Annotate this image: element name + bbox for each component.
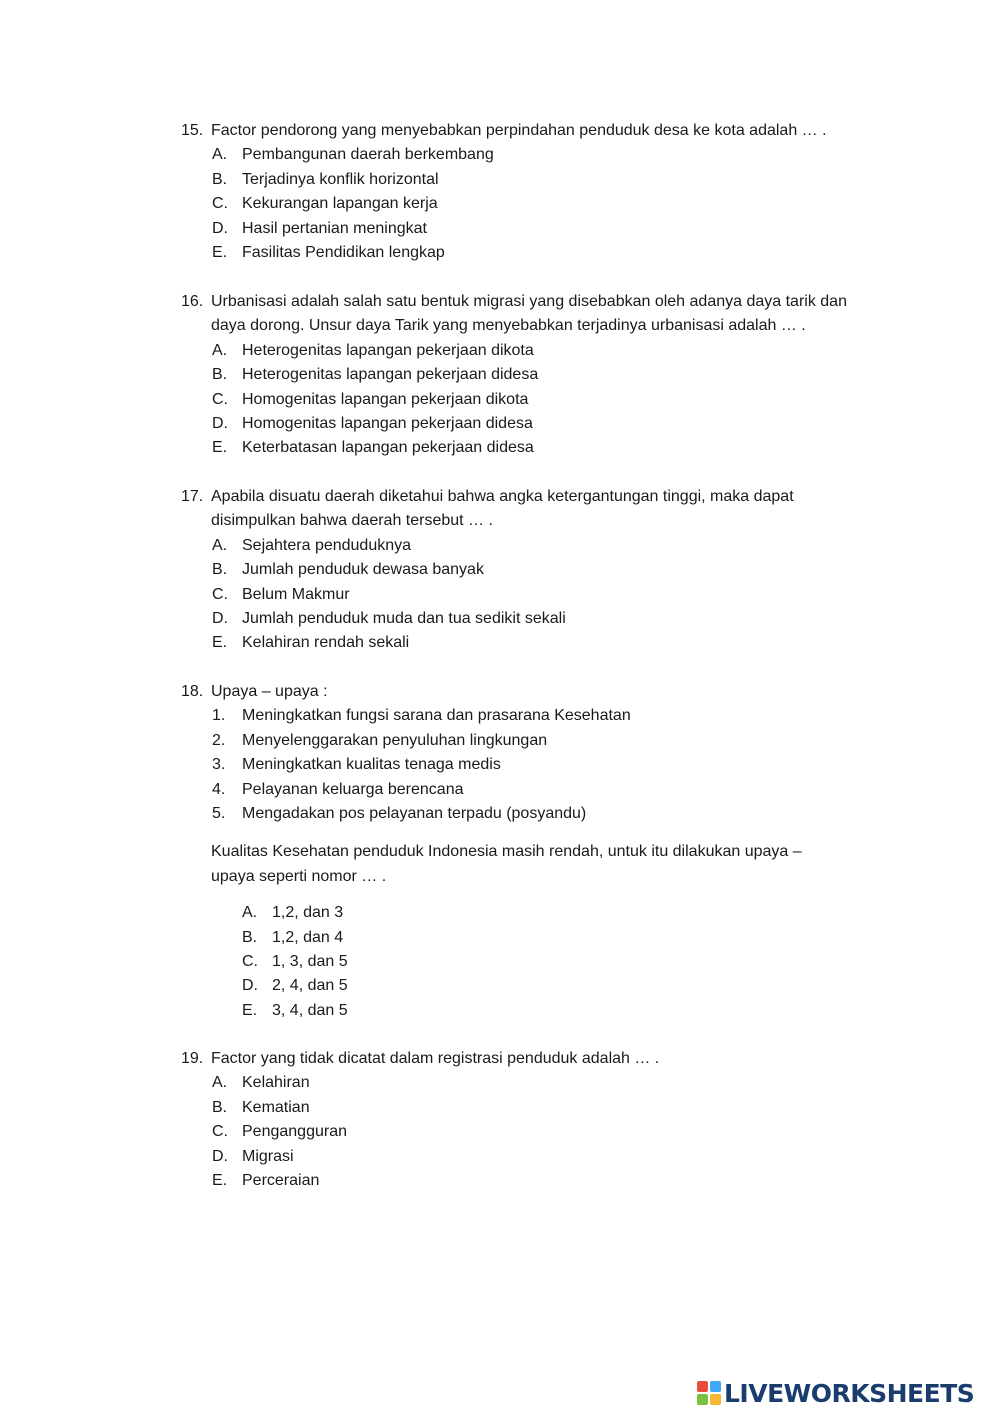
option-text: Homogenitas lapangan pekerjaan dikota	[242, 390, 529, 408]
option-label: B.	[212, 170, 228, 188]
logo-mark-square	[710, 1394, 721, 1405]
option-b[interactable]	[181, 363, 881, 387]
option-label: C.	[212, 1123, 228, 1141]
statement-item	[181, 778, 881, 802]
option-text: Homogenitas lapangan pekerjaan didesa	[242, 414, 533, 432]
item-label: 3.	[212, 756, 226, 774]
option-text: 2, 4, dan 5	[272, 977, 348, 995]
option-c[interactable]	[181, 950, 881, 974]
statement-item	[181, 729, 881, 753]
question-16	[181, 290, 881, 461]
statement-item	[181, 753, 881, 777]
liveworksheets-logo	[697, 1376, 974, 1410]
option-label: B.	[242, 928, 258, 946]
item-text: Menyelenggarakan penyuluhan lingkungan	[242, 731, 548, 749]
option-b[interactable]	[181, 1096, 881, 1120]
option-b[interactable]	[181, 558, 881, 582]
question-text: Upaya – upaya :	[211, 683, 328, 700]
option-label: A.	[212, 341, 228, 359]
option-b[interactable]	[181, 168, 881, 192]
option-text: Hasil pertanian meningkat	[242, 219, 427, 237]
statement-item	[181, 704, 881, 728]
option-e[interactable]	[181, 631, 881, 655]
question-number: 17.	[181, 488, 204, 505]
option-label: A.	[212, 1074, 228, 1092]
option-text: Fasilitas Pendidikan lengkap	[242, 243, 445, 261]
option-text: Migrasi	[242, 1147, 294, 1165]
item-label: 4.	[212, 780, 226, 798]
option-text: Pembangunan daerah berkembang	[242, 146, 494, 164]
option-a[interactable]	[181, 1071, 881, 1095]
option-text: Heterogenitas lapangan pekerjaan didesa	[242, 366, 539, 384]
option-text: Perceraian	[242, 1171, 320, 1189]
option-c[interactable]	[181, 388, 881, 412]
option-text: Kelahiran	[242, 1074, 310, 1092]
option-b[interactable]	[181, 926, 881, 950]
option-text: Jumlah penduduk dewasa banyak	[242, 561, 484, 579]
option-d[interactable]	[181, 974, 881, 998]
question-number: 15.	[181, 122, 204, 139]
option-label: A.	[212, 146, 228, 164]
option-e[interactable]	[181, 999, 881, 1023]
option-label: E.	[212, 243, 228, 261]
option-text: Pengangguran	[242, 1123, 347, 1141]
question-number: 16.	[181, 293, 204, 310]
option-d[interactable]	[181, 412, 881, 436]
option-text: 1, 3, dan 5	[272, 952, 348, 970]
option-e[interactable]	[181, 436, 881, 460]
option-label: C.	[212, 585, 228, 603]
option-label: D.	[212, 1147, 228, 1165]
question-18	[181, 680, 881, 1023]
statement-item	[181, 802, 881, 826]
option-text: Kekurangan lapangan kerja	[242, 195, 438, 213]
option-text: Terjadinya konflik horizontal	[242, 170, 439, 188]
option-label: E.	[212, 634, 228, 652]
option-a[interactable]	[181, 534, 881, 558]
option-label: C.	[212, 390, 228, 408]
option-label: D.	[212, 219, 228, 237]
item-text: Mengadakan pos pelayanan terpadu (posyandu)	[242, 804, 587, 822]
option-label: D.	[242, 977, 258, 995]
option-label: B.	[212, 366, 228, 384]
option-d[interactable]	[181, 607, 881, 631]
option-label: D.	[212, 414, 228, 432]
question-text: disimpulkan bahwa daerah tersebut … .	[211, 512, 493, 530]
item-text: Meningkatkan fungsi sarana dan prasarana Kesehatan	[242, 707, 631, 725]
item-text: Pelayanan keluarga berencana	[242, 780, 464, 798]
question-19	[181, 1047, 881, 1193]
option-text: 1,2, dan 3	[272, 904, 344, 922]
option-d[interactable]	[181, 217, 881, 241]
option-c[interactable]	[181, 192, 881, 216]
option-a[interactable]	[181, 901, 881, 925]
option-label: A.	[242, 904, 258, 922]
question-15	[181, 119, 881, 265]
logo-mark-square	[697, 1394, 708, 1405]
question-17	[181, 485, 881, 656]
question-text: Factor yang tidak dicatat dalam registrasi penduduk adalah … .	[211, 1050, 660, 1067]
option-c[interactable]	[181, 1120, 881, 1144]
option-a[interactable]	[181, 143, 881, 167]
question-text: Factor pendorong yang menyebabkan perpindahan penduduk desa ke kota adalah … .	[211, 122, 827, 139]
logo-mark-square	[710, 1381, 721, 1392]
option-e[interactable]	[181, 1169, 881, 1193]
option-label: B.	[212, 1098, 228, 1116]
logo-mark-icon	[697, 1381, 721, 1405]
question-stem: upaya seperti nomor … .	[211, 867, 387, 885]
option-text: Heterogenitas lapangan pekerjaan dikota	[242, 341, 534, 359]
question-text: daya dorong. Unsur daya Tarik yang menyebabkan terjadinya urbanisasi adalah … .	[211, 317, 806, 335]
option-e[interactable]	[181, 241, 881, 265]
question-stem: Kualitas Kesehatan penduduk Indonesia masih rendah, untuk itu dilakukan upaya –	[211, 843, 802, 861]
option-label: B.	[212, 561, 228, 579]
item-label: 5.	[212, 804, 226, 822]
question-text: Apabila disuatu daerah diketahui bahwa angka ketergantungan tinggi, maka dapat	[211, 488, 794, 505]
option-d[interactable]	[181, 1145, 881, 1169]
option-text: Jumlah penduduk muda dan tua sedikit sekali	[242, 609, 566, 627]
option-label: C.	[212, 195, 228, 213]
question-number: 19.	[181, 1050, 204, 1067]
option-label: D.	[212, 609, 228, 627]
logo-text: LIVEWORKSHEETS	[724, 1378, 975, 1408]
logo-mark-square	[697, 1381, 708, 1392]
option-text: Belum Makmur	[242, 585, 350, 603]
option-c[interactable]	[181, 583, 881, 607]
option-text: Kelahiran rendah sekali	[242, 634, 410, 652]
question-text: Urbanisasi adalah salah satu bentuk migrasi yang disebabkan oleh adanya daya tarik dan	[211, 293, 847, 310]
option-label: E.	[212, 439, 228, 457]
option-label: A.	[212, 536, 228, 554]
option-text: 1,2, dan 4	[272, 928, 344, 946]
option-text: Keterbatasan lapangan pekerjaan didesa	[242, 439, 534, 457]
option-text: 3, 4, dan 5	[272, 1001, 348, 1019]
question-number: 18.	[181, 683, 204, 700]
option-text: Kematian	[242, 1098, 310, 1116]
option-a[interactable]	[181, 339, 881, 363]
option-label: C.	[242, 952, 258, 970]
option-text: Sejahtera penduduknya	[242, 536, 412, 554]
item-label: 1.	[212, 707, 226, 725]
item-text: Meningkatkan kualitas tenaga medis	[242, 756, 501, 774]
option-label: E.	[212, 1171, 228, 1189]
option-label: E.	[242, 1001, 258, 1019]
item-label: 2.	[212, 731, 226, 749]
